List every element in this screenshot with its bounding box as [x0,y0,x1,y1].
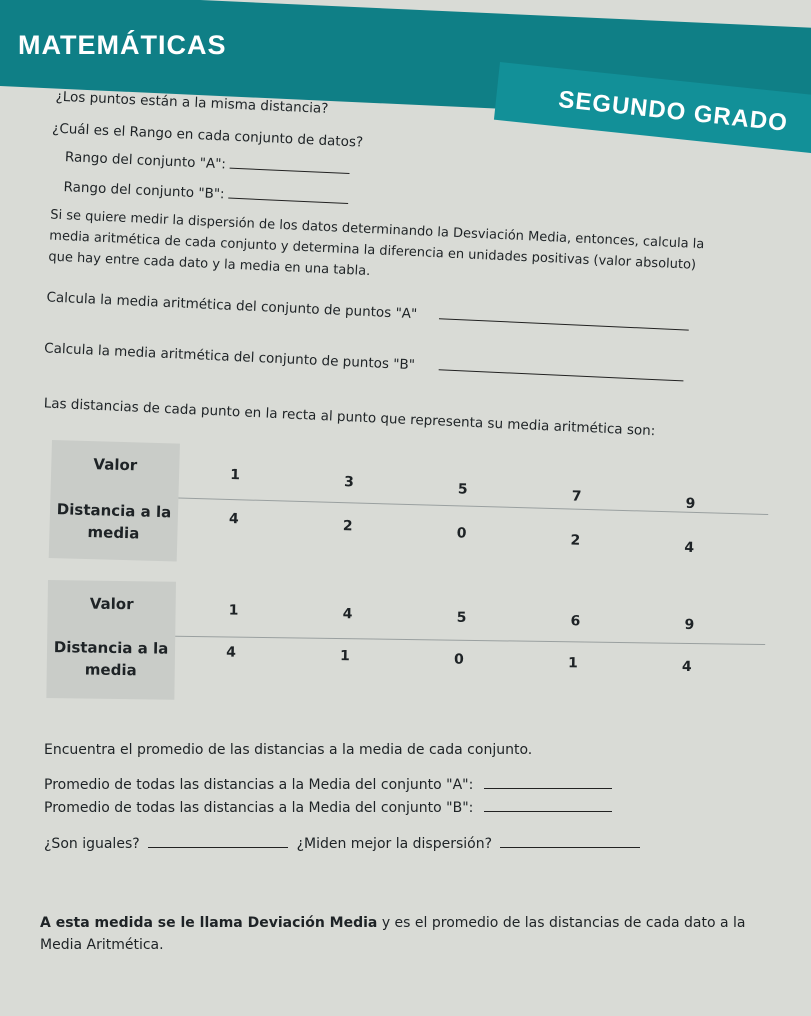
table-b-distance: 1 [339,648,350,665]
grade-label: SEGUNDO GRADO [557,86,790,137]
table-a-distance-label: Distancia a la media [56,500,172,543]
table-a-distance: 2 [342,518,353,535]
table-b-value: 6 [570,613,581,630]
table-a-value: 7 [571,488,582,505]
media-b-row [44,340,684,385]
table-a-value: 1 [229,466,241,484]
conclusion-emphasis: A esta medida se le llama Deviación Media [40,915,378,931]
conclusion-paragraph [40,912,780,956]
media-a-row [46,289,689,334]
question-same-distance: ¿Los puntos están a la misma distancia? [55,88,329,117]
table-b-distance: 0 [453,651,464,668]
table-a-distance: 2 [570,532,581,549]
distance-table-a [49,440,772,578]
table-a-distance: 4 [228,510,239,528]
miden-mejor-label: ¿Miden mejor la dispersión? [296,836,493,852]
table-b-distance: 4 [226,644,236,661]
find-average-instruction: Encuentra el promedio de las distancias a la media de cada conjunto. [44,742,533,758]
media-b-label: Calcula la media aritmética del conjunto de puntos "B" [43,340,416,374]
table-b-value: 5 [456,609,467,626]
miden-mejor-blank[interactable] [500,847,640,848]
media-b-blank[interactable] [439,369,684,381]
range-a-row [65,149,351,178]
conclusion-text: y es el promedio de las distancias de cada dato a la Media Aritmética. [40,915,746,953]
table-a-value: 5 [457,481,468,498]
media-a-blank[interactable] [439,318,689,330]
instruction-paragraph: Si se quiere medir la dispersión de los datos determinando la Desviación Media, entonces, calcula la media aritmética de cada conjunto y determina la diferencia en unidades positivas (valor absoluto) que hay entre cada dato y la media en una tabla. [48,207,705,280]
table-b-divider [175,636,765,645]
table-b-value: 9 [684,616,695,634]
table-a-distance: 4 [684,539,695,556]
range-b-row [63,179,349,208]
table-a-value-label: Valor [93,455,138,475]
range-b-blank[interactable] [229,198,349,204]
promedio-b-label: Promedio de todas las distancias a la Media del conjunto "B": [44,800,474,816]
promedio-b-row [44,800,612,816]
distances-intro: Las distancias de cada punto en la recta al punto que representa su media aritmética son: [43,395,656,440]
promedio-a-row [44,777,612,793]
table-b-value: 1 [228,602,239,619]
comparison-row [44,836,640,852]
son-iguales-blank[interactable] [148,847,288,848]
range-a-label: Rango del conjunto "A": [64,149,227,173]
promedio-b-blank[interactable] [484,811,612,812]
range-a-blank[interactable] [230,168,350,174]
subject-title: MATEMÁTICAS [18,30,227,60]
promedio-a-label: Promedio de todas las distancias a la Media del conjunto "A": [44,777,474,793]
table-b-value-label: Valor [89,594,134,614]
son-iguales-label: ¿Son iguales? [44,836,140,852]
table-b-distance: 4 [681,658,692,675]
table-b-distance: 1 [567,655,578,672]
table-a-distance: 0 [456,525,467,542]
promedio-a-blank[interactable] [484,788,612,789]
table-b-distance-label: Distancia a la media [53,638,169,680]
table-a-value: 9 [685,495,696,512]
question-range: ¿Cuál es el Rango en cada conjunto de datos? [51,120,364,151]
media-a-label: Calcula la media aritmética del conjunto de puntos "A" [46,289,418,323]
table-b-value: 4 [342,606,353,623]
table-a-value: 3 [343,474,355,491]
distance-table-b [46,580,768,708]
range-b-label: Rango del conjunto "B": [63,179,225,203]
